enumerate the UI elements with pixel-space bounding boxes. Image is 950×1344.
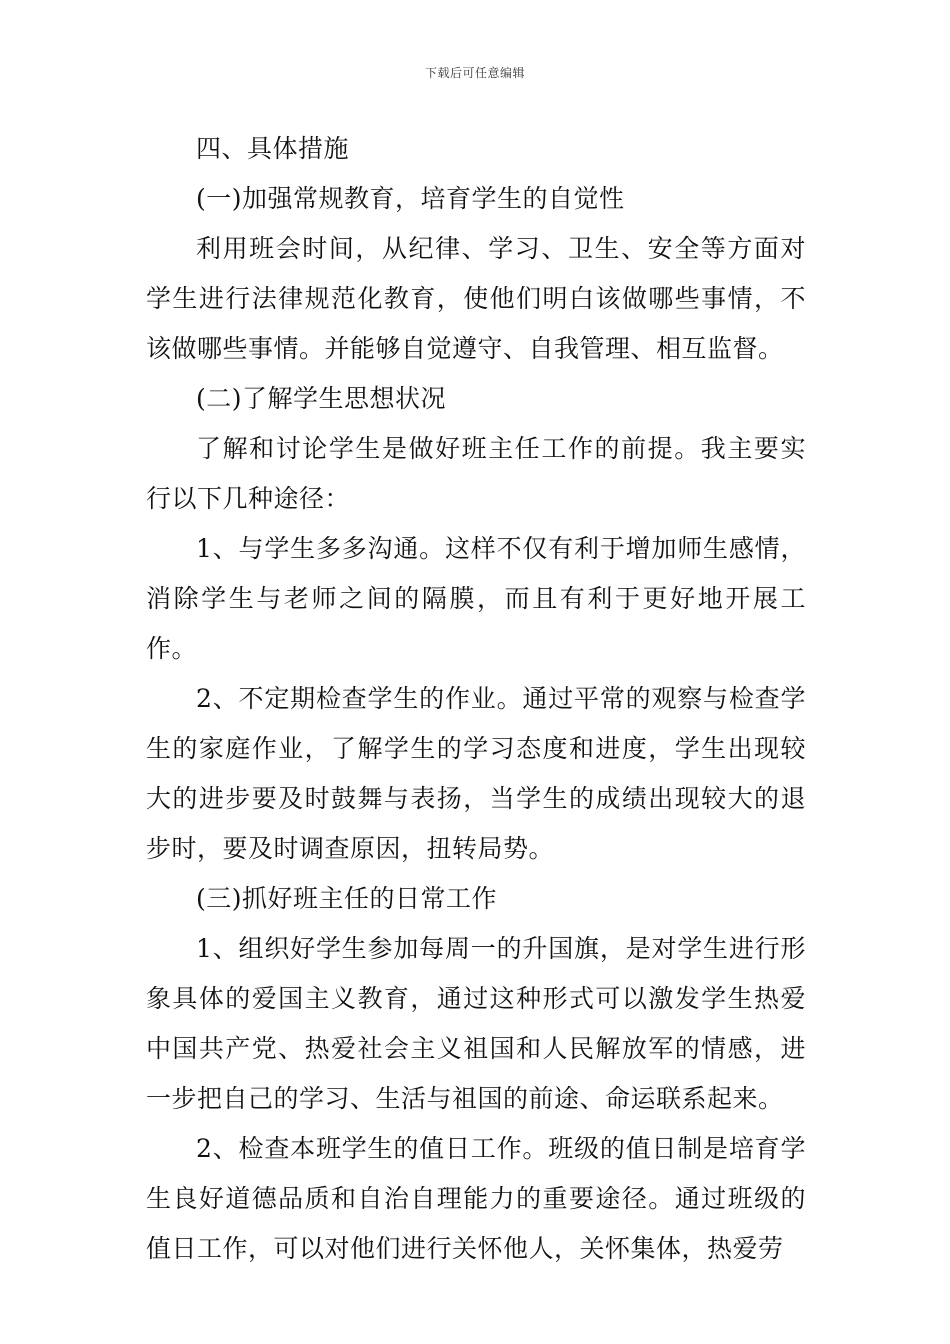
list-item-paragraph: 1、组织好学生参加每周一的升国旗，是对学生进行形象具体的爱国主义教育，通过这种形式可以激发学生热爱中国共产党、热爱社会主义祖国和人民解放军的情感，进一步把自己的学习、生活与祖国的前途、命运联系起来。 [146, 934, 806, 1113]
document-body [146, 124, 806, 1274]
body-paragraph: 利用班会时间，从纪律、学习、卫生、安全等方面对学生进行法律规范化教育，使他们明白该做哪些事情，不该做哪些事情。并能够自觉遵守、自我管理、相互监督。 [146, 234, 806, 363]
subsection-heading: (三)抓好班主任的日常工作 [196, 884, 498, 913]
body-paragraph: 了解和讨论学生是做好班主任工作的前提。我主要实行以下几种途径： [146, 434, 806, 513]
list-item-paragraph: 2、检查本班学生的值日工作。班级的值日制是培育学生良好道德品质和自治自理能力的重要途径。通过班级的值日工作，可以对他们进行关怀他人，关怀集体，热爱劳 [146, 1134, 806, 1263]
section-heading: 四、具体措施 [196, 134, 350, 163]
subsection-heading: (一)加强常规教育，培育学生的自觉性 [196, 184, 625, 213]
list-item-paragraph: 1、与学生多多沟通。这样不仅有利于增加师生感情，消除学生与老师之间的隔膜，而且有利于更好地开展工作。 [146, 534, 806, 663]
subsection-heading: (二)了解学生思想状况 [196, 384, 447, 413]
page-header-note: 下载后可任意编辑 [424, 66, 525, 80]
list-item-paragraph: 2、不定期检查学生的作业。通过平常的观察与检查学生的家庭作业，了解学生的学习态度和进度，学生出现较大的进步要及时鼓舞与表扬，当学生的成绩出现较大的退步时，要及时调查原因，扭转局势。 [146, 684, 806, 863]
